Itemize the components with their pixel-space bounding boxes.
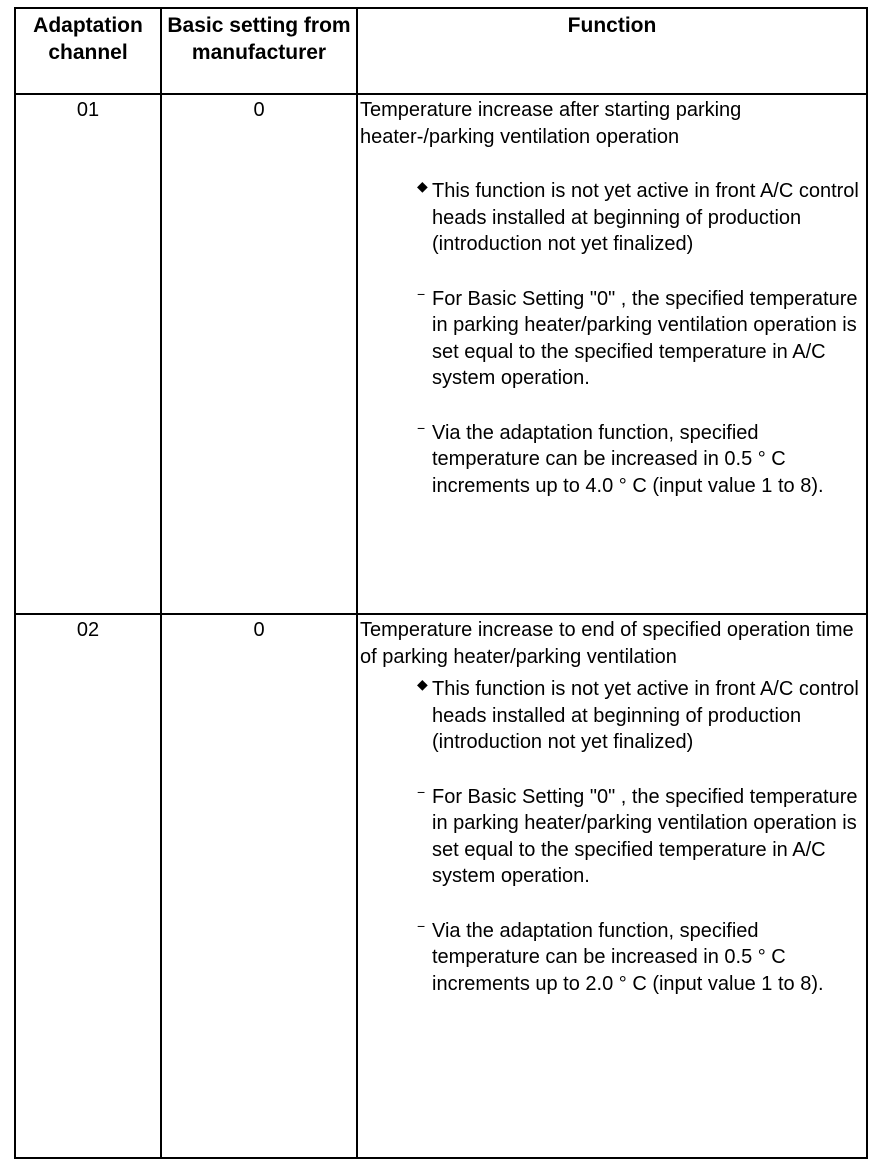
header-row: [15, 8, 867, 94]
list-item: [417, 917, 862, 998]
note-text: Via the adaptation function, specified temperature can be increased in 0.5 ° C increments up to 2.0 ° C (input value 1 to 8).: [432, 919, 824, 995]
list-item: [417, 676, 862, 756]
dash-bullet-icon: −: [417, 917, 426, 934]
diamond-bullet-icon: ◆: [417, 178, 428, 194]
function-intro: Temperature increase after starting parking heater-/parking ventilation operation: [360, 99, 742, 148]
table-row: [15, 94, 867, 614]
table-row: [15, 614, 867, 1158]
function-notes: [417, 178, 862, 499]
function-notes: [417, 676, 862, 997]
header-adaptation-channel: Adaptation channel: [15, 8, 161, 94]
note-text: For Basic Setting "0" , the specified temperature in parking heater/parking ventilation operation is set equal to the specified temperature in A/C system operation.: [432, 785, 858, 887]
function-cell: [357, 614, 867, 1158]
dash-bullet-icon: −: [417, 419, 426, 436]
diamond-bullet-icon: ◆: [417, 676, 428, 692]
header-function: Function: [357, 8, 867, 94]
channel-cell: 02: [15, 614, 161, 1158]
dash-bullet-icon: −: [417, 285, 426, 302]
function-intro: Temperature increase to end of specified operation time of parking heater/parking ventilation: [360, 619, 854, 668]
adaptation-table: [14, 7, 868, 1159]
note-text: Via the adaptation function, specified temperature can be increased in 0.5 ° C increments up to 4.0 ° C (input value 1 to 8).: [432, 421, 824, 497]
function-cell: [357, 94, 867, 614]
channel-cell: 01: [15, 94, 161, 614]
dash-bullet-icon: −: [417, 783, 426, 800]
header-basic-setting: Basic setting from manufacturer: [161, 8, 357, 94]
list-item: [417, 178, 862, 258]
note-text: For Basic Setting "0" , the specified temperature in parking heater/parking ventilation operation is set equal to the specified temperature in A/C system operation.: [432, 287, 858, 389]
list-item: [417, 419, 862, 500]
list-item: [417, 285, 862, 392]
basic-setting-cell: 0: [161, 94, 357, 614]
basic-setting-cell: 0: [161, 614, 357, 1158]
note-text: This function is not yet active in front A/C control heads installed at beginning of production (introduction not yet finalized): [432, 678, 859, 753]
note-text: This function is not yet active in front A/C control heads installed at beginning of production (introduction not yet finalized): [432, 180, 859, 255]
list-item: [417, 783, 862, 890]
